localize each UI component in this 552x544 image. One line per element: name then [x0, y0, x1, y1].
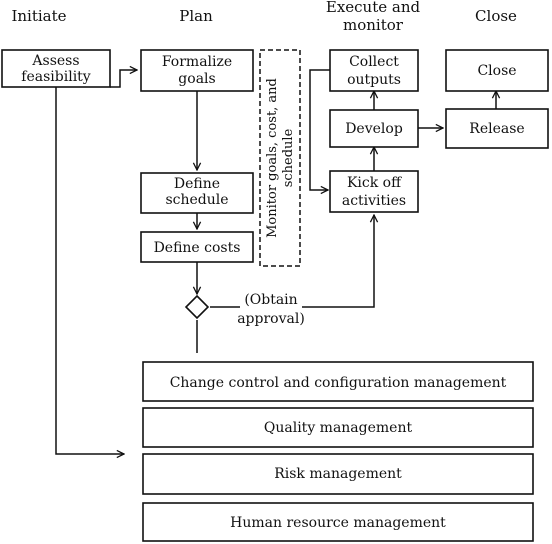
release-label: Release	[469, 121, 525, 137]
box-release	[446, 109, 548, 148]
box-collect-outputs	[330, 50, 418, 91]
define-costs-label: Define costs	[153, 240, 241, 256]
define-schedule-line2: schedule	[165, 192, 229, 208]
arrow-collect-loop-to-kickoff	[310, 70, 330, 190]
develop-label: Develop	[345, 121, 403, 137]
column-close: Close	[475, 7, 517, 25]
column-execute-line1: Execute and	[325, 0, 421, 16]
decision-label-line2: approval)	[237, 311, 305, 327]
arrow-assess-to-management	[56, 87, 124, 454]
box-develop	[330, 110, 418, 147]
box-formalize-goals	[141, 50, 253, 91]
collect-line2: outputs	[347, 72, 401, 88]
kickoff-line2: activities	[341, 193, 407, 209]
box-define-schedule	[141, 173, 253, 213]
monitor-line2: schedule	[281, 128, 296, 188]
mgmt-human-resource-label: Human resource management	[230, 515, 446, 531]
box-define-costs	[141, 232, 253, 262]
column-plan: Plan	[179, 7, 213, 25]
management-block	[143, 362, 533, 541]
box-assess-feasibility	[2, 50, 110, 87]
mgmt-risk-label: Risk management	[274, 466, 402, 482]
formalize-line2: goals	[178, 71, 216, 87]
decision-obtain-approval	[186, 290, 305, 330]
box-kickoff-activities	[330, 171, 418, 212]
assess-line2: feasibility	[21, 69, 91, 85]
monitor-line1: Monitor goals, cost, and	[265, 78, 280, 238]
collect-line1: Collect	[349, 54, 399, 70]
kickoff-line1: Kick off	[346, 175, 402, 191]
formalize-line1: Formalize	[161, 54, 233, 70]
close-box-label: Close	[477, 63, 517, 79]
assess-line1: Assess	[32, 53, 80, 69]
mgmt-quality-label: Quality management	[263, 420, 413, 436]
box-monitor	[260, 50, 300, 266]
define-schedule-line1: Define	[173, 176, 221, 192]
mgmt-change-control-label: Change control and configuration management	[169, 375, 507, 391]
decision-label-line1: (Obtain	[244, 292, 298, 308]
column-execute-line2: monitor	[343, 16, 403, 34]
box-close	[446, 50, 548, 91]
arrow-assess-to-formalize	[110, 70, 137, 87]
decision-diamond	[186, 296, 208, 318]
column-initiate: Initiate	[11, 7, 67, 25]
